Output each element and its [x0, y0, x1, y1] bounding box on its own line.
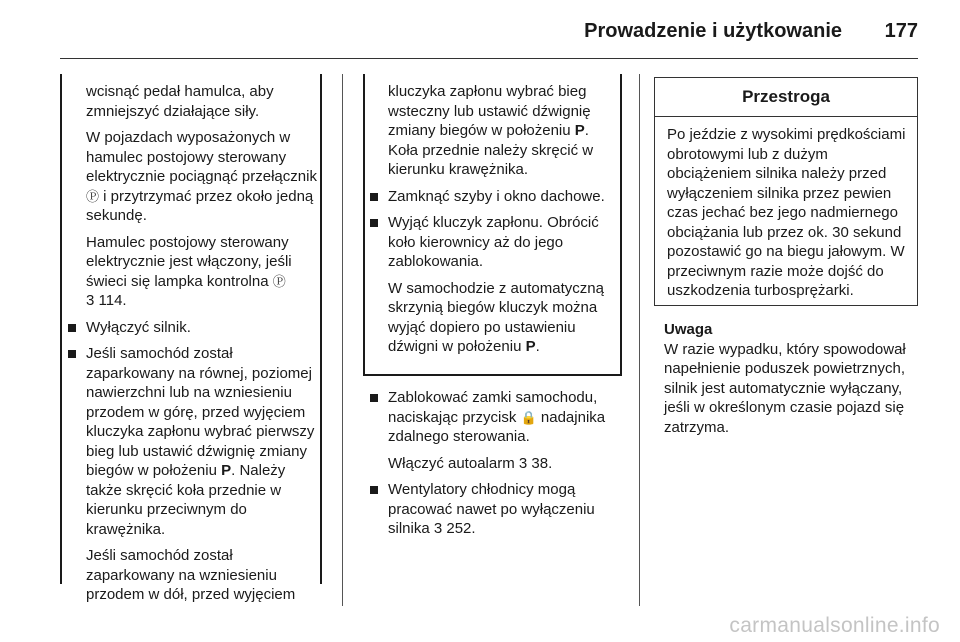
paragraph: Włączyć autoalarm 3 38. — [388, 454, 553, 472]
list-item: Wyłączyć silnik. — [63, 318, 319, 338]
caution-box — [654, 77, 918, 306]
list-item: Zamknąć szyby i okno dachowe. — [365, 187, 615, 207]
page-reference[interactable]: 114. — [94, 292, 127, 309]
paragraph: Jeśli samochód został zaparkowany na wzniesieniu przodem w dół, przed wyjęciem — [86, 547, 296, 603]
reference-arrow-icon: 3 — [86, 292, 95, 309]
lock-icon: 🔒 — [520, 409, 537, 425]
caution-title: Przestroga — [655, 78, 917, 117]
paragraph: W pojazdach wyposażonych w hamulec postojowy sterowany elektrycznie pociągnąć przełącznik Ⓟ i przytrzymać przez około jedną sekundę. — [86, 129, 317, 224]
caution-text: Po jeździe z wysokimi prędkościami obrotowymi lub z dużym obciążeniem silnika należy przed wyłączeniem silnika przez pewien czas jechać bez jego nadmiernego obciążania lub przez ok. 30 sekund pozostawić go na biegu jałowym. W przeciwnym razie może dojść do uszkodzenia turbosprężarki. — [667, 126, 906, 299]
paragraph: kluczyka zapłonu wybrać bieg wsteczny lub ustawić dźwignię zmiany biegów w położeniu P. Koła przednie należy skręcić w kierunku krawężnika. — [388, 83, 594, 178]
paragraph: Hamulec postojowy sterowany elektrycznie jest włączony, jeśli świeci się lampka kontrolna Ⓟ 3 114. — [86, 233, 292, 309]
col2-box-bottom — [363, 374, 622, 376]
right-bar-col1 — [320, 74, 322, 584]
column-divider-2 — [639, 74, 640, 606]
parking-brake-icon: Ⓟ — [86, 188, 100, 204]
note-title: Uwaga — [664, 321, 713, 338]
column-1 — [63, 82, 319, 612]
paragraph: wcisnąć pedał hamulca, aby zmniejszyć działające siły. — [86, 83, 274, 120]
list-item: Jeśli samochód został zaparkowany na równej, poziomej nawierzchni lub na wzniesieniu przodem w górę, przed wyjęciem kluczyka zapłonu wybrać pierwszy bieg lub ustawić dźwignię zmiany biegów w położeniu P. Należy także skręcić koła przednie w kierunku przeciwnym do krawężnika. — [63, 344, 319, 539]
note-text: W razie wypadku, który spowodował napełnienie poduszek powietrznych, silnik jest automatycznie wyłączany, jeśli w określonym czasie pojazd się zatrzyma. — [664, 340, 906, 436]
watermark: carmanualsonline.info — [729, 614, 940, 637]
list-item: Zablokować zamki samochodu, naciskając przycisk 🔒 nadajnika zdalnego sterowania. — [365, 388, 635, 447]
paragraph: W samochodzie z automatyczną skrzynią biegów kluczyk można wyjąć dopiero po ustawieniu dźwigni w położeniu P. — [388, 279, 604, 355]
column-2 — [365, 82, 615, 364]
section-title: Prowadzenie i użytkowanie — [584, 20, 842, 42]
header-divider — [60, 58, 918, 59]
parking-brake-icon: Ⓟ — [272, 273, 286, 289]
column-2-lower — [365, 388, 635, 546]
column-divider-1 — [342, 74, 343, 606]
page-reference[interactable]: 38. — [527, 454, 553, 472]
left-bar-col1 — [60, 74, 62, 584]
note-block — [664, 320, 924, 437]
page-reference[interactable]: 252. — [442, 520, 476, 537]
list-item: Wyjąć kluczyk zapłonu. Obrócić koło kierownicy aż do jego zablokowania. — [365, 213, 615, 272]
list-item: Wentylatory chłodnicy mogą pracować nawet po wyłączeniu silnika 3 252. — [365, 480, 635, 539]
page-number: 177 — [884, 20, 918, 42]
reference-arrow-icon: 3 — [518, 454, 528, 472]
right-bar-col2 — [620, 74, 622, 376]
reference-arrow-icon: 3 — [433, 520, 443, 537]
